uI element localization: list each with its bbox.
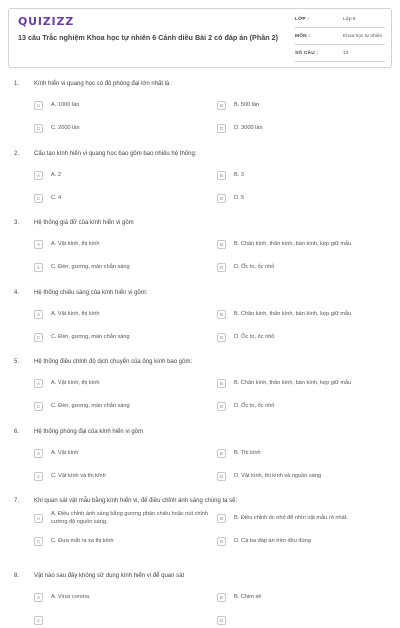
meta-label-question-count: SỐ CÂU : bbox=[295, 51, 319, 56]
option-letter-box[interactable]: C bbox=[34, 472, 43, 481]
option-letter-box[interactable]: C bbox=[34, 402, 43, 411]
answer-option-b[interactable] bbox=[217, 510, 395, 526]
option-text: C. Vật kính và thị kính bbox=[51, 473, 106, 479]
answer-option-a[interactable] bbox=[34, 375, 204, 391]
option-text: C. 2000 lần bbox=[51, 125, 80, 131]
option-text: C. Đèn, gương, màn chắn sáng bbox=[51, 334, 130, 340]
question-text: Vật nào sau đây không sử dụng kính hiển vi để quan sát bbox=[34, 573, 185, 579]
option-letter-box[interactable]: B bbox=[217, 240, 226, 249]
meta-value-subject: Khoa học tự nhiên bbox=[343, 34, 383, 39]
option-text: D. Cả ba đáp án trên đều đúng bbox=[234, 538, 311, 544]
answer-option-b[interactable] bbox=[217, 306, 395, 322]
question-text: Kính hiển vi quang học có độ phóng đại lớn nhất là : bbox=[34, 81, 173, 87]
option-text: D. Ốc to, ốc nhỏ bbox=[234, 403, 275, 409]
option-text: A. Virus corona bbox=[51, 594, 90, 600]
answer-option-c[interactable] bbox=[34, 533, 204, 549]
option-text: C. Đưa mắt ra xa thị kính bbox=[51, 538, 114, 544]
answer-option-b[interactable] bbox=[217, 445, 395, 461]
option-letter-box[interactable]: B bbox=[217, 449, 226, 458]
option-text: D. Ốc to, ốc nhỏ bbox=[234, 334, 275, 340]
answer-option-c[interactable] bbox=[34, 329, 204, 345]
answer-option-d[interactable] bbox=[217, 533, 395, 549]
question-text: Hệ thống phóng đại của kính hiển vi gồm bbox=[34, 429, 144, 435]
question-text: Hệ thống điều chỉnh độ dịch chuyển của ống kính bao gồm: bbox=[34, 359, 193, 365]
option-text: B. 500 lần bbox=[234, 102, 260, 108]
option-letter-box[interactable]: A bbox=[34, 449, 43, 458]
answer-option-d[interactable] bbox=[217, 468, 395, 484]
option-letter-box[interactable]: C bbox=[34, 333, 43, 342]
question-number: 5. bbox=[14, 359, 20, 365]
option-letter-box[interactable]: A bbox=[34, 514, 43, 523]
answer-option-c[interactable] bbox=[34, 398, 204, 414]
option-text: B. Chim sẻ bbox=[234, 594, 262, 600]
option-text: B. Điều chỉnh ốc nhỏ để nhìn vật mẫu rõ nhất. bbox=[234, 515, 348, 521]
option-letter-box[interactable]: B bbox=[217, 310, 226, 319]
answer-option-d[interactable] bbox=[217, 329, 395, 345]
option-text: A. Vật kính, thị kính bbox=[51, 380, 100, 386]
option-text: A. Vật kính, thị kính bbox=[51, 311, 100, 317]
question-number: 1. bbox=[14, 81, 20, 87]
answer-option-d[interactable] bbox=[217, 120, 395, 136]
option-letter-box[interactable]: B bbox=[217, 171, 226, 180]
option-text: B. Thị kính bbox=[234, 450, 261, 456]
option-text: A. 2 bbox=[51, 172, 61, 178]
answer-option-a[interactable] bbox=[34, 236, 204, 252]
option-text: A. Vật kính bbox=[51, 450, 79, 456]
option-letter-box[interactable]: D bbox=[217, 333, 226, 342]
option-letter-box[interactable]: C bbox=[34, 616, 43, 625]
answer-option-a[interactable] bbox=[34, 97, 204, 113]
option-letter-box[interactable]: B bbox=[217, 379, 226, 388]
answer-option-b[interactable] bbox=[217, 589, 395, 605]
answer-option-a[interactable] bbox=[34, 167, 204, 183]
option-letter-box[interactable]: D bbox=[217, 537, 226, 546]
option-letter-box[interactable]: C bbox=[34, 194, 43, 203]
worksheet-title: 13 câu Trắc nghiệm Khoa học tự nhiên 6 Cánh diều Bài 2 có đáp án (Phần 2) bbox=[18, 33, 279, 42]
answer-option-c[interactable] bbox=[34, 190, 204, 206]
question-number: 4. bbox=[14, 290, 20, 296]
option-text: A. 1000 lần bbox=[51, 102, 80, 108]
option-text: A. Vật kính, thị kính bbox=[51, 241, 100, 247]
option-letter-box[interactable]: B bbox=[217, 593, 226, 602]
option-text: C. Đèn, gương, màn chắn sáng bbox=[51, 264, 130, 270]
option-letter-box[interactable]: C bbox=[34, 263, 43, 272]
question-number: 8. bbox=[14, 573, 20, 579]
answer-option-c[interactable] bbox=[34, 120, 204, 136]
option-text: D. 3000 lần bbox=[234, 125, 263, 131]
answer-option-a[interactable] bbox=[34, 510, 209, 526]
answer-option-d[interactable] bbox=[217, 259, 395, 275]
answer-option-b[interactable] bbox=[217, 167, 395, 183]
option-letter-box[interactable]: C bbox=[34, 124, 43, 133]
option-text: B. Chân kính, thân kính, bàn kính, kẹp giữ mẫu bbox=[234, 241, 352, 247]
answer-option-d[interactable] bbox=[217, 190, 395, 206]
option-letter-box[interactable]: A bbox=[34, 310, 43, 319]
option-letter-box[interactable]: D bbox=[217, 472, 226, 481]
quizizz-logo: QUIZIZZ bbox=[18, 15, 74, 28]
option-letter-box[interactable]: A bbox=[34, 171, 43, 180]
answer-option-b[interactable] bbox=[217, 236, 395, 252]
option-letter-box[interactable]: D bbox=[217, 124, 226, 133]
option-letter-box[interactable]: D bbox=[217, 616, 226, 625]
option-letter-box[interactable]: D bbox=[217, 263, 226, 272]
option-text: C. 4 bbox=[51, 195, 62, 201]
meta-value-question-count: 13 bbox=[343, 51, 349, 56]
option-letter-box[interactable]: A bbox=[34, 101, 43, 110]
meta-value-grade: Lớp 6 bbox=[343, 17, 356, 22]
answer-option-c[interactable] bbox=[34, 468, 204, 484]
answer-option-c[interactable] bbox=[34, 612, 204, 628]
option-letter-box[interactable]: A bbox=[34, 593, 43, 602]
option-text: D. 5 bbox=[234, 195, 245, 201]
option-text: B. 3 bbox=[234, 172, 244, 178]
option-letter-box[interactable]: D bbox=[217, 194, 226, 203]
question-number: 3. bbox=[14, 220, 20, 226]
answer-option-d[interactable] bbox=[217, 612, 395, 628]
option-letter-box[interactable]: B bbox=[217, 514, 226, 523]
option-letter-box[interactable]: A bbox=[34, 379, 43, 388]
answer-option-a[interactable] bbox=[34, 306, 204, 322]
answer-option-b[interactable] bbox=[217, 97, 395, 113]
option-letter-box[interactable]: B bbox=[217, 101, 226, 110]
question-text: Khi quan sát vật mẫu bằng kính hiển vi, để điều chỉnh ánh sáng chúng ta sẽ: bbox=[34, 498, 238, 504]
option-letter-box[interactable]: A bbox=[34, 240, 43, 249]
question-text: Hệ thống chiếu sáng của kính hiển vi gồm: bbox=[34, 290, 148, 296]
question-number: 6. bbox=[14, 429, 20, 435]
meta-label-subject: MÔN : bbox=[295, 34, 311, 39]
answer-option-a[interactable] bbox=[34, 445, 204, 461]
option-letter-box[interactable]: D bbox=[217, 402, 226, 411]
meta-label-grade: LỚP : bbox=[295, 17, 310, 22]
option-text: B. Chân kính, thân kính, bàn kính, kẹp giữ mẫu bbox=[234, 380, 352, 386]
answer-option-d[interactable] bbox=[217, 398, 395, 414]
question-number: 7. bbox=[14, 498, 20, 504]
option-letter-box[interactable]: C bbox=[34, 537, 43, 546]
answer-option-c[interactable] bbox=[34, 259, 204, 275]
option-text: C. Đèn, gương, màn chắn sáng bbox=[51, 403, 130, 409]
option-text: D. Vật kính, thị kính và nguồn sáng bbox=[234, 473, 322, 479]
answer-option-a[interactable] bbox=[34, 589, 204, 605]
option-text: D. Ốc to, ốc nhỏ bbox=[234, 264, 275, 270]
question-number: 2. bbox=[14, 151, 20, 157]
option-text: A. Điều chỉnh ánh sáng bằng gương phản chiếu hoặc nút chỉnh cường độ nguồn sáng. bbox=[51, 511, 209, 525]
question-text: Cấu tạo kính hiển vi quang học bao gồm bao nhiêu hệ thống: bbox=[34, 151, 197, 157]
answer-option-b[interactable] bbox=[217, 375, 395, 391]
question-text: Hệ thống giá đỡ của kính hiển vi gồm bbox=[34, 220, 134, 226]
option-text: B. Chân kính, thân kính, bàn kính, kẹp giữ mẫu bbox=[234, 311, 352, 317]
